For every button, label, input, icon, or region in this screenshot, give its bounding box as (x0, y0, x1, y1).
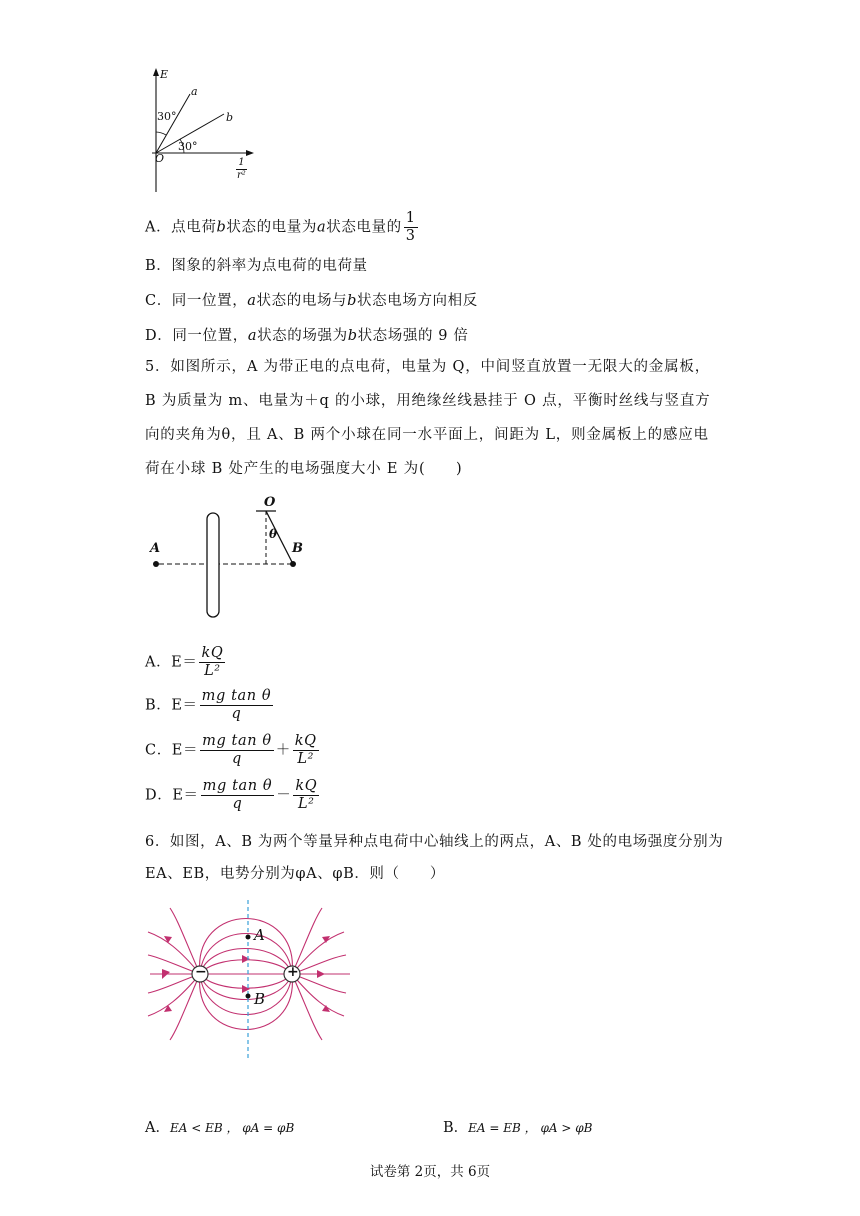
q4-option-d: D．同一位置，a状态的场强为b状态场强的 9 倍 (145, 328, 469, 344)
q5-option-c: C．E＝ $\frac{\text{mg tan θ}}{q}$ ＋ $\frac{kQ}{\text{L²}}$ (145, 733, 317, 767)
q5-figure-label-a: A (150, 541, 161, 556)
q4-option-a: A．点电荷b状态的电量为a状态电量的 $\frac{1}{3}$ (145, 210, 416, 244)
q6-negative-charge-symbol: − (195, 964, 207, 980)
graph-axis-y-label: E (160, 68, 169, 81)
q6-figure-label-a: A (254, 926, 265, 944)
graph-line-b-label: b (226, 111, 234, 124)
q6-dipole-field-figure (140, 900, 360, 1065)
q4-option-c: C．同一位置，a状态的电场与b状态电场方向相反 (145, 293, 478, 309)
q6-stem-line-1: 6．如图，A、B 为两个等量异种点电荷中心轴线上的两点，A、B 处的电场强度分别为 (145, 834, 724, 850)
q5-figure-metal-plate (140, 495, 320, 625)
q6-stem-line-2: EA、EB，电势分别为φA、φB．则（ ） (145, 866, 445, 882)
graph-origin-label: O (155, 152, 165, 165)
q6-figure-label-b: B (254, 990, 266, 1008)
fraction-one-third: $\frac{1}{3}$ (405, 210, 416, 244)
q6-option-b: B．EA = EB ， φA > φB (443, 1120, 593, 1136)
q5-option-d: D．E＝ $\frac{\text{mg tan θ}}{q}$ － $\frac{kQ}{\text{L²}}$ (145, 778, 318, 812)
q5-figure-label-b: B (292, 541, 303, 556)
q5-figure-label-theta: θ (269, 527, 278, 541)
q5-figure-label-o: O (264, 495, 276, 510)
q4-option-b: B．图象的斜率为点电荷的电荷量 (145, 258, 368, 274)
q5-option-b: B．E＝ $\frac{\text{mg tan θ}}{q}$ (145, 688, 272, 722)
graph-angle-bottom-label: 30° (178, 140, 198, 153)
graph-angle-top-label: 30° (157, 110, 177, 123)
q5-stem: 5．如图所示，A 为带正电的点电荷，电量为 Q，中间竖直放置一无限大的金属板，B 为质量为 m、电量为＋q 的小球，用绝缘丝线悬挂于 O 点，平衡时丝线与竖直方向的夹角为θ，且 A、B 两个小球在同一水平面上，间距为 L，则金属板上的感应电荷在小球 B 处产生的电场强度大小 E 为( ) (145, 359, 711, 477)
q6-option-a: A．EA < EB ， φA = φB (145, 1120, 295, 1136)
graph-axis-x-label: $\frac{1}{\text{r²}}$ (237, 157, 246, 181)
q6-positive-charge-symbol: + (287, 964, 299, 980)
graph-line-a-label: a (191, 85, 198, 98)
q5-option-a: A．E＝ $\frac{kQ}{\text{L²}}$ (145, 645, 224, 679)
page-footer: 试卷第 2页，共 6页 (369, 1164, 491, 1180)
